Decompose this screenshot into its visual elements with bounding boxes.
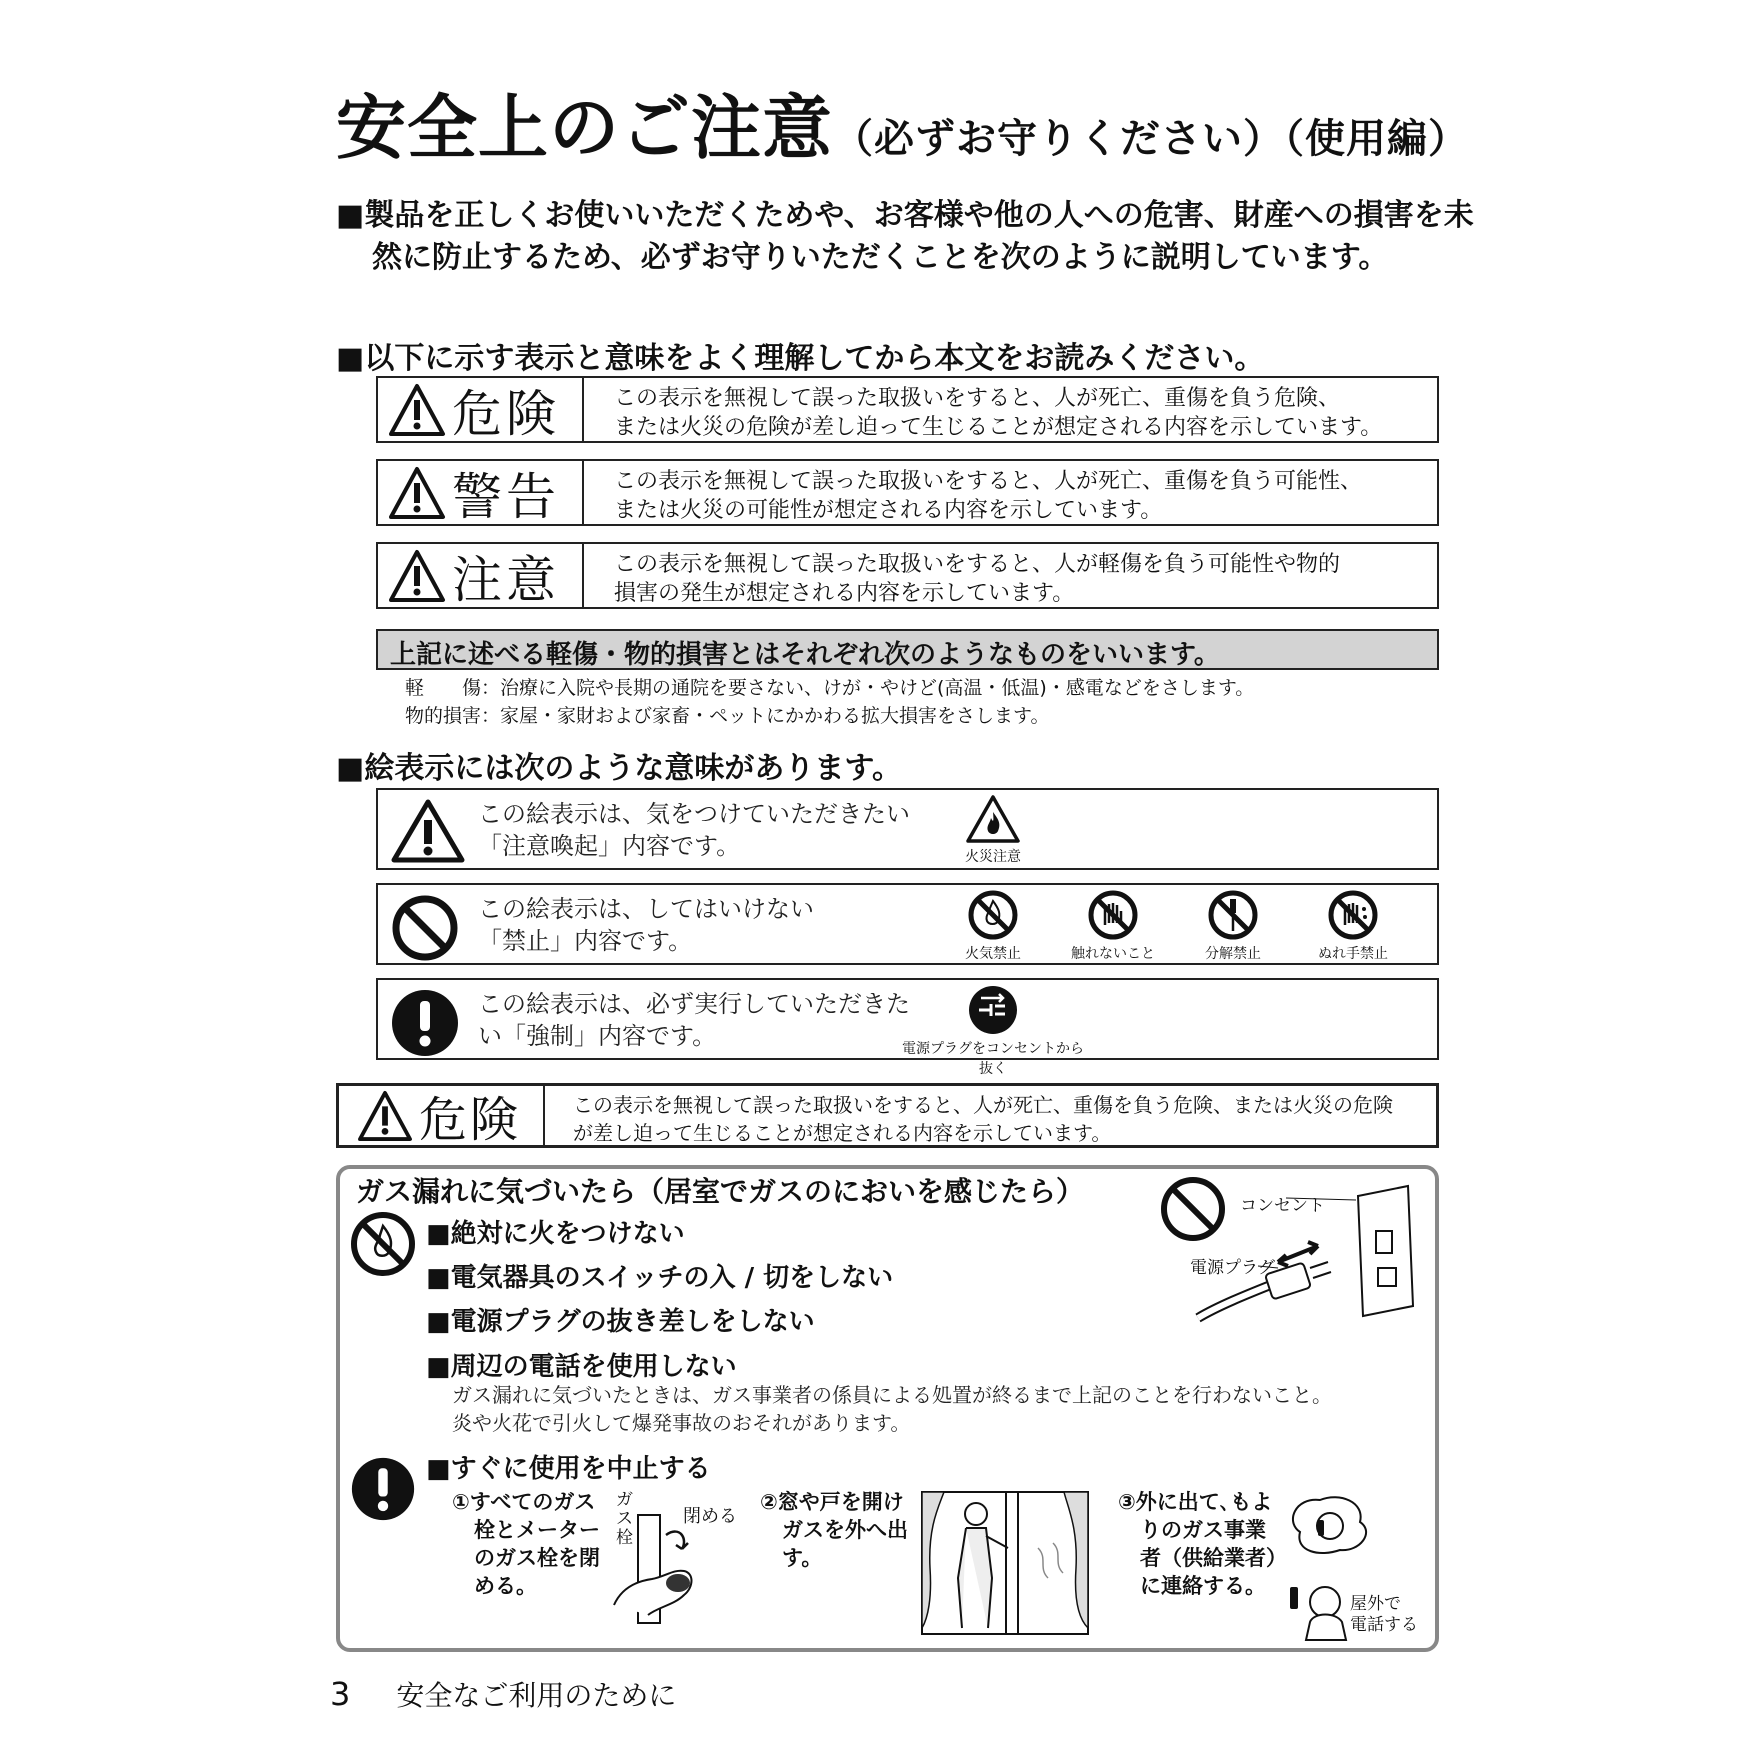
warning-triangle-icon <box>388 466 446 520</box>
gas-item-no-phone: ■周辺の電話を使用しない <box>426 1352 737 1382</box>
signal-box-caution <box>376 542 1439 609</box>
mandatory-icon <box>390 988 460 1058</box>
pictogram-text-line: この絵表示は、気をつけていただきたい <box>478 800 910 828</box>
pictogram-box-mandatory <box>376 978 1439 1077</box>
definition-minor-injury: 軽 傷：治療に入院や長期の通院を要さない、けが・やけど(高温・低温)・感電などをさします。 <box>405 677 1255 699</box>
warning-triangle-icon <box>357 1090 413 1142</box>
step-line: す。 <box>782 1546 823 1570</box>
warning-triangle-icon <box>388 549 446 603</box>
step-close-valves <box>452 1488 600 1600</box>
example-no-disassembly <box>1178 889 1288 963</box>
step-open-windows <box>760 1488 908 1572</box>
pictogram-box-prohibited <box>376 883 1439 965</box>
signal-box-warning <box>376 459 1439 526</box>
page-footer <box>330 1674 676 1714</box>
step-line: に連絡する。 <box>1140 1574 1266 1598</box>
definitions <box>405 674 1254 730</box>
label-line: 電話する <box>1350 1615 1418 1635</box>
signal-box-danger <box>376 376 1439 443</box>
no-touch-icon <box>1087 889 1139 941</box>
pictogram-caption: 分解禁止 <box>1205 946 1261 962</box>
section-heading-signals: ■以下に示す表示と意味をよく理解してから本文をお読みください。 <box>336 341 1265 376</box>
signal-text-line: この表示を無視して誤った取扱いをすると、人が死亡、重傷を負う危険、 <box>614 386 1341 411</box>
danger-text-line: が差し迫って生じることが想定される内容を示しています。 <box>573 1121 1112 1145</box>
open-window-illustration <box>918 1488 1092 1638</box>
example-do-not-touch <box>1058 889 1168 963</box>
pictogram-text-line: 「注意喚起」内容です。 <box>478 832 741 860</box>
minor-injury-heading: 上記に述べる軽傷・物的損害とはそれぞれ次のようなものをいいます。 <box>376 629 1439 670</box>
warning-triangle-icon <box>388 383 446 437</box>
signal-text-line: または火災の危険が差し迫って生じることが想定される内容を示しています。 <box>614 415 1383 440</box>
pictogram-box-caution <box>376 788 1439 870</box>
step-line: 栓とメーター <box>474 1518 600 1542</box>
pictogram-caption: 電源プラグをコンセントから抜く <box>902 1041 1084 1077</box>
section-heading-pictograms: ■絵表示には次のような意味があります。 <box>336 751 902 786</box>
page-subtitle: （必ずお守りください）（使用編） <box>833 116 1469 162</box>
prohibited-icon <box>390 893 460 963</box>
example-no-fire <box>938 889 1048 963</box>
signal-text-line: または火災の可能性が想定される内容を示しています。 <box>614 498 1163 523</box>
outlet-label: コンセント <box>1240 1196 1325 1216</box>
intro-paragraph: ■製品を正しくお使いいただくためや、お客様や他の人への危害、財産への損害を未然に防止するため、必ずお守りいただくことを次のように説明しています。 <box>336 198 1474 275</box>
signal-text-line: この表示を無視して誤った取扱いをすると、人が軽傷を負う可能性や物的 <box>614 552 1341 577</box>
signal-label: 注意 <box>452 550 560 609</box>
pictogram-text-line: この絵表示は、してはいけない <box>478 895 814 923</box>
step-line: ②窓や戸を開け <box>760 1490 904 1514</box>
pictogram-caption: 火気禁止 <box>965 946 1021 962</box>
pictogram-caption: ぬれ手禁止 <box>1318 946 1388 962</box>
signal-label: 危険 <box>419 1092 522 1148</box>
step-line: める。 <box>474 1574 537 1598</box>
step-line: のガス栓を閉 <box>474 1546 600 1570</box>
gas-item-no-switch: ■電気器具のスイッチの入 / 切をしない <box>426 1263 894 1293</box>
gas-item-no-fire: ■絶対に火をつけない <box>426 1219 685 1249</box>
unplug-icon <box>967 984 1019 1036</box>
page-title: 安全上のご注意（必ずお守りください）（使用編） <box>336 87 1469 169</box>
section-name: 安全なご利用のために <box>396 1679 677 1712</box>
no-wet-hands-icon <box>1327 889 1379 941</box>
step-line: りのガス事業 <box>1140 1518 1266 1542</box>
signal-text-line: この表示を無視して誤った取扱いをすると、人が死亡、重傷を負う可能性、 <box>614 469 1363 494</box>
gas-note <box>452 1381 1332 1437</box>
gas-note-line: ガス漏れに気づいたときは、ガス事業者の係員による処置が終るまで上記のことを行わないこと。 <box>452 1383 1332 1407</box>
mandatory-icon <box>350 1456 416 1522</box>
caution-triangle-icon <box>390 798 466 864</box>
example-fire-caution <box>938 794 1048 866</box>
gas-item-no-plug: ■電源プラグの抜き差しをしない <box>426 1307 815 1337</box>
example-unplug <box>898 984 1088 1078</box>
danger-bar <box>336 1083 1439 1148</box>
fire-caution-icon <box>965 794 1021 844</box>
definition-property-damage: 物的損害：家屋・家財および家畜・ペットにかかわる拡大損害をさします。 <box>405 705 1050 727</box>
step-line: ③外に出て､もよ <box>1118 1490 1273 1514</box>
valve-label: ガス栓 <box>616 1490 633 1548</box>
signal-label: 危険 <box>452 384 560 443</box>
step-line: 者（供給業者） <box>1140 1546 1287 1570</box>
close-label: 閉める <box>683 1506 737 1527</box>
gas-leak-heading: ガス漏れに気づいたら（居室でガスのにおいを感じたら） <box>356 1175 1085 1208</box>
gas-item-stop-use: ■すぐに使用を中止する <box>426 1454 711 1484</box>
pictogram-caption: 火災注意 <box>965 849 1021 865</box>
label-line: 屋外で <box>1350 1594 1401 1614</box>
step-contact-gas-company <box>1118 1488 1287 1600</box>
signal-text-line: 損害の発生が想定される内容を示しています。 <box>614 581 1075 606</box>
valve-hand-illustration <box>608 1495 718 1625</box>
step-line: ガスを外へ出 <box>782 1518 908 1542</box>
gas-note-line: 炎や火花で引火して爆発事故のおそれがあります。 <box>452 1411 911 1435</box>
step-line: ①すべてのガス <box>452 1490 596 1514</box>
page-number: 3 <box>330 1675 351 1713</box>
no-fire-icon <box>967 889 1019 941</box>
pictogram-text-line: 「禁止」内容です。 <box>478 927 693 955</box>
no-disassembly-icon <box>1207 889 1259 941</box>
signal-label: 警告 <box>452 467 560 526</box>
pictogram-text-line: い「強制」内容です。 <box>478 1022 717 1050</box>
plug-label: 電源プラグ <box>1190 1258 1275 1278</box>
pictogram-text-line: この絵表示は、必ず実行していただきた <box>478 990 910 1018</box>
outdoor-phone-label <box>1350 1594 1418 1636</box>
example-no-wet-hands <box>1298 889 1408 963</box>
pictogram-caption: 触れないこと <box>1071 946 1155 962</box>
no-fire-icon <box>350 1211 416 1277</box>
danger-text-line: この表示を無視して誤った取扱いをすると、人が死亡、重傷を負う危険、または火災の危険 <box>573 1093 1393 1117</box>
